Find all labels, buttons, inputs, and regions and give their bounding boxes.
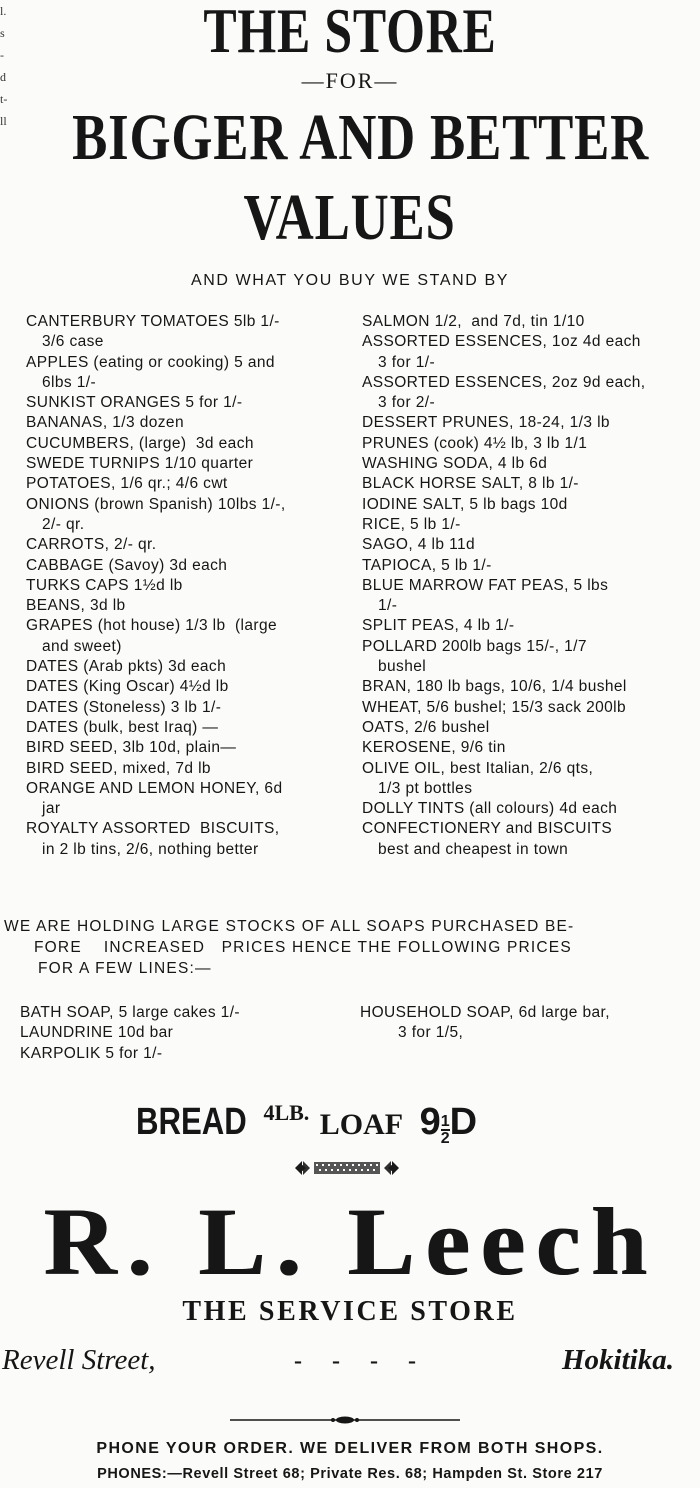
price-item: BIRD SEED, mixed, 7d lb bbox=[26, 759, 211, 777]
price-item: WASHING SODA, 4 lb 6d bbox=[362, 455, 548, 473]
price-item-continuation: 3 for 1/- bbox=[378, 353, 436, 371]
price-item-continuation: and sweet) bbox=[42, 637, 122, 655]
margin-fragment: s bbox=[0, 26, 5, 40]
bread-word: BREAD bbox=[136, 1101, 247, 1143]
price-item: ASSORTED ESSENCES, 1oz 4d each bbox=[362, 333, 641, 351]
margin-fragment: l. bbox=[0, 4, 7, 18]
price-item: SUNKIST ORANGES 5 for 1/- bbox=[26, 394, 243, 412]
header-line-3 bbox=[0, 100, 700, 176]
price-item: DATES (Arab pkts) 3d each bbox=[26, 658, 227, 676]
price-item: ONIONS (brown Spanish) 10lbs 1/-, bbox=[26, 495, 286, 513]
town-name: Hokitika. bbox=[562, 1344, 674, 1376]
price-item: APPLES (eating or cooking) 5 and bbox=[26, 353, 275, 371]
price-item: ASSORTED ESSENCES, 2oz 9d each, bbox=[362, 373, 646, 391]
price-item: TAPIOCA, 5 lb 1/- bbox=[362, 556, 492, 574]
left-price-list bbox=[26, 312, 374, 860]
ornament-divider bbox=[292, 1156, 402, 1180]
bread-loaf: LOAF bbox=[319, 1108, 404, 1141]
price-item-continuation: 2/- qr. bbox=[42, 515, 85, 533]
price-item: SWEDE TURNIPS 1/10 quarter bbox=[26, 455, 254, 473]
soap-item: HOUSEHOLD SOAP, 6d large bar, bbox=[360, 1004, 610, 1021]
price-item: WHEAT, 5/6 bushel; 15/3 sack 200lb bbox=[362, 698, 627, 716]
price-item: CABBAGE (Savoy) 3d each bbox=[26, 556, 228, 574]
price-item-continuation: jar bbox=[42, 800, 61, 818]
soap-notice-line-3: FOR A FEW LINES:— bbox=[38, 960, 212, 977]
price-item: DATES (King Oscar) 4½d lb bbox=[26, 678, 229, 696]
price-item-continuation: in 2 lb tins, 2/6, nothing better bbox=[42, 840, 259, 858]
header-line-1 bbox=[0, 0, 700, 68]
store-name: R. L. Leech bbox=[43, 1188, 657, 1295]
soap-item: KARPOLIK 5 for 1/- bbox=[20, 1044, 163, 1062]
price-item: OATS, 2/6 bushel bbox=[362, 718, 490, 736]
margin-fragment: ll bbox=[0, 114, 7, 128]
price-item: DESSERT PRUNES, 18-24, 1/3 lb bbox=[362, 414, 610, 432]
margin-fragment: d bbox=[0, 70, 6, 84]
price-item: BEANS, 3d lb bbox=[26, 597, 126, 615]
price-item: CANTERBURY TOMATOES 5lb 1/- bbox=[26, 313, 280, 330]
soap-list-right bbox=[360, 1003, 700, 1044]
header-for: —FOR— bbox=[301, 68, 399, 93]
tagline: AND WHAT YOU BUY WE STAND BY bbox=[190, 272, 510, 289]
price-item-continuation: 1/- bbox=[378, 597, 398, 615]
price-item: RICE, 5 lb 1/- bbox=[362, 515, 461, 533]
price-item-continuation: 3/6 case bbox=[42, 333, 104, 351]
soap-item: LAUNDRINE 10d bar bbox=[20, 1024, 174, 1042]
header-values: VALUES bbox=[243, 181, 457, 254]
bread-price-suffix: D bbox=[449, 1101, 478, 1143]
price-item: CARROTS, 2/- qr. bbox=[26, 536, 157, 554]
price-item-continuation: 6lbs 1/- bbox=[42, 373, 97, 391]
bread-price bbox=[419, 1101, 478, 1147]
fraction-numerator: 1 bbox=[440, 1113, 450, 1130]
price-item: BIRD SEED, 3lb 10d, plain— bbox=[26, 739, 237, 757]
price-item: CUCUMBERS, (large) 3d each bbox=[26, 434, 254, 452]
price-item: PRUNES (cook) 4½ lb, 3 lb 1/1 bbox=[362, 434, 588, 452]
soap-notice bbox=[4, 916, 700, 979]
header-the-store: THE STORE bbox=[203, 0, 497, 66]
price-item: ROYALTY ASSORTED BISCUITS, bbox=[26, 820, 280, 838]
price-item: DOLLY TINTS (all colours) 4d each bbox=[362, 800, 618, 818]
soap-item: BATH SOAP, 5 large cakes 1/- bbox=[20, 1004, 240, 1021]
bread-price-whole: 9 bbox=[419, 1101, 441, 1143]
price-item: CONFECTIONERY and BISCUITS bbox=[362, 820, 613, 838]
address-dashes: - - - - bbox=[294, 1348, 419, 1374]
soap-list-left bbox=[20, 1003, 350, 1064]
bread-unit: 4LB. bbox=[263, 1100, 310, 1125]
price-item: BRAN, 180 lb bags, 10/6, 1/4 bushel bbox=[362, 678, 627, 696]
fraction-denominator: 2 bbox=[440, 1130, 450, 1147]
street-name: Revell Street, bbox=[2, 1344, 156, 1376]
price-item: DATES (bulk, best Iraq) — bbox=[26, 718, 219, 736]
soap-item-cont: 3 for 1/5, bbox=[398, 1024, 464, 1042]
bread-line bbox=[136, 1100, 636, 1146]
price-item-continuation: 3 for 2/- bbox=[378, 394, 436, 412]
price-item-continuation: bushel bbox=[378, 658, 427, 676]
footer-divider bbox=[230, 1412, 460, 1422]
soap-notice-line-1: WE ARE HOLDING LARGE STOCKS OF ALL SOAPS PURCHASED BE- bbox=[4, 918, 575, 935]
store-subtitle: THE SERVICE STORE bbox=[182, 1296, 518, 1327]
price-item: BANANAS, 1/3 dozen bbox=[26, 414, 184, 432]
price-item: KEROSENE, 9/6 tin bbox=[362, 739, 506, 757]
price-item: DATES (Stoneless) 3 lb 1/- bbox=[26, 698, 222, 716]
price-item-continuation: best and cheapest in town bbox=[378, 840, 569, 858]
footer-line-1: PHONE YOUR ORDER. WE DELIVER FROM BOTH SHOPS. bbox=[96, 1440, 604, 1457]
header-bigger-better: BIGGER AND BETTER bbox=[72, 101, 650, 174]
soap-notice-line-2: FORE INCREASED PRICES HENCE THE FOLLOWING PRICES bbox=[34, 939, 572, 956]
price-item: SPLIT PEAS, 4 lb 1/- bbox=[362, 617, 515, 635]
price-item: BLUE MARROW FAT PEAS, 5 lbs bbox=[362, 576, 609, 594]
margin-fragment: - bbox=[0, 48, 4, 62]
divider-ornament-icon bbox=[230, 1415, 460, 1425]
ornament-icon bbox=[292, 1156, 402, 1180]
price-item: BLACK HORSE SALT, 8 lb 1/- bbox=[362, 475, 579, 493]
price-item: ORANGE AND LEMON HONEY, 6d bbox=[26, 779, 283, 797]
price-item: SAGO, 4 lb 11d bbox=[362, 536, 476, 554]
margin-fragment: t- bbox=[0, 92, 8, 106]
price-item: SALMON 1/2, and 7d, tin 1/10 bbox=[362, 313, 585, 330]
price-item: IODINE SALT, 5 lb bags 10d bbox=[362, 495, 568, 513]
bread-price-fraction bbox=[441, 1114, 450, 1146]
right-price-list bbox=[362, 312, 700, 860]
footer-line-2: PHONES:—Revell Street 68; Private Res. 68; Hampden St. Store 217 bbox=[97, 1466, 603, 1482]
price-item: GRAPES (hot house) 1/3 lb (large bbox=[26, 617, 277, 635]
price-item: OLIVE OIL, best Italian, 2/6 qts, bbox=[362, 759, 594, 777]
price-item: TURKS CAPS 1½d lb bbox=[26, 576, 183, 594]
header-line-4 bbox=[0, 180, 700, 256]
store-name-wrap bbox=[0, 1186, 700, 1297]
price-item-continuation: 1/3 pt bottles bbox=[378, 779, 473, 797]
price-item: POTATOES, 1/6 qr.; 4/6 cwt bbox=[26, 475, 228, 493]
price-item: POLLARD 200lb bags 15/-, 1/7 bbox=[362, 637, 587, 655]
